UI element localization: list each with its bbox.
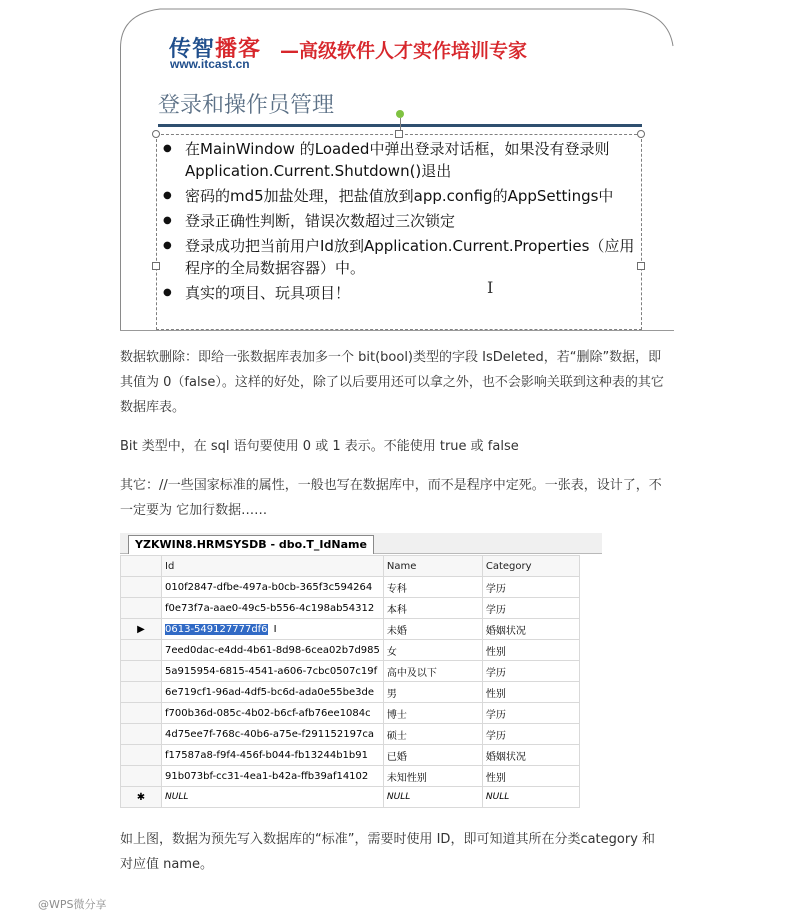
table-row[interactable]	[121, 703, 580, 724]
table-editor-screenshot	[120, 533, 602, 808]
cell-category-null[interactable]: NULL	[482, 787, 579, 808]
row-header[interactable]	[121, 703, 162, 724]
cell-category[interactable]: 性别	[482, 766, 579, 787]
bullet-item: ● 登录正确性判断，错误次数超过三次锁定	[157, 210, 635, 232]
cell-id[interactable]: f17587a8-f9f4-456f-b044-fb13244b1b91	[162, 745, 384, 766]
resize-handle-top-right[interactable]	[637, 130, 645, 138]
table-row-new[interactable]	[121, 787, 580, 808]
cell-name[interactable]: 未知性别	[383, 766, 482, 787]
resize-handle-top[interactable]	[395, 130, 403, 138]
data-grid	[120, 555, 580, 808]
table-row[interactable]	[121, 745, 580, 766]
bullet-item: ● 真实的项目、玩具项目！	[157, 282, 635, 304]
cell-id[interactable]: f700b36d-085c-4b02-b6cf-afb76ee1084c	[162, 703, 384, 724]
brand-logo: 传智播客	[169, 37, 262, 62]
cell-name[interactable]: 专科	[383, 577, 482, 598]
cell-id-null[interactable]: NULL	[162, 787, 384, 808]
new-row-icon[interactable]: ✱	[121, 787, 162, 808]
table-row[interactable]	[121, 724, 580, 745]
paragraph-soft-delete: 数据软删除：即给一张数据库表加多一个 bit(bool)类型的字段 IsDeleted，若“删除”数据，即其值为 0（false）。这样的好处，除了以后要用还可以拿之外，也不会影响关联到这种表的其它数据库表。	[120, 350, 664, 415]
cell-category[interactable]: 婚姻状况	[482, 745, 579, 766]
selected-textbox[interactable]	[156, 134, 642, 330]
paragraph-summary: 如上图，数据为预先写入数据库的“标准”，需要时使用 ID，即可知道其所在分类category 和对应值 name。	[120, 832, 656, 872]
selected-text: 0613-549127777df6	[165, 623, 268, 635]
tab-table-editor[interactable]: YZKWIN8.HRMSYSDB - dbo.T_IdName	[128, 535, 374, 554]
row-header[interactable]	[121, 598, 162, 619]
cell-id-editing[interactable]	[162, 619, 384, 640]
cell-category[interactable]: 学历	[482, 598, 579, 619]
table-row[interactable]	[121, 598, 580, 619]
paragraph-other: 其它：//一些国家标准的属性，一般也写在数据库中，而不是程序中定死。一张表，设计了，不一定要为 它加行数据……	[120, 478, 662, 518]
cell-category[interactable]: 学历	[482, 661, 579, 682]
slide-title: 登录和操作员管理	[158, 93, 335, 118]
bullet-item: ● 登录成功把当前用户Id放到Application.Current.Properties（应用程序的全局数据容器）中。	[157, 235, 635, 279]
bullet-item: ● 密码的md5加盐处理，把盐值放到app.config的AppSettings中	[157, 185, 635, 207]
bullet-list	[157, 138, 641, 304]
table-row[interactable]	[121, 682, 580, 703]
cell-category[interactable]: 性别	[482, 682, 579, 703]
row-header[interactable]	[121, 577, 162, 598]
cell-name[interactable]: 硕士	[383, 724, 482, 745]
rotate-handle[interactable]	[396, 110, 404, 118]
column-header-category[interactable]: Category	[482, 556, 579, 577]
cell-category[interactable]: 学历	[482, 577, 579, 598]
cell-name[interactable]: 博士	[383, 703, 482, 724]
table-row[interactable]	[121, 661, 580, 682]
row-header[interactable]	[121, 661, 162, 682]
cell-id[interactable]: 91b073bf-cc31-4ea1-b42a-ffb39af14102	[162, 766, 384, 787]
slogan: —高级软件人才实作培训专家	[280, 40, 528, 62]
table-row-current[interactable]	[121, 619, 580, 640]
cell-id[interactable]: 7eed0dac-e4dd-4b61-8d98-6cea02b7d985	[162, 640, 384, 661]
cell-category[interactable]: 婚姻状况	[482, 619, 579, 640]
cell-name[interactable]: 高中及以下	[383, 661, 482, 682]
slide-screenshot	[120, 0, 674, 331]
cell-category[interactable]: 学历	[482, 703, 579, 724]
row-header[interactable]	[121, 766, 162, 787]
cell-id[interactable]: 4d75ee7f-768c-40b6-a75e-f291152197ca	[162, 724, 384, 745]
cell-name[interactable]: 未婚	[383, 619, 482, 640]
cell-id[interactable]: 010f2847-dfbe-497a-b0cb-365f3c594264	[162, 577, 384, 598]
bullet-item: ● 在MainWindow 的Loaded中弹出登录对话框，如果没有登录则Application.Current.Shutdown()退出	[157, 138, 635, 182]
cell-id[interactable]: f0e73f7a-aae0-49c5-b556-4c198ab54312	[162, 598, 384, 619]
column-header-id[interactable]: Id	[162, 556, 384, 577]
tab-strip	[120, 533, 602, 554]
cell-name[interactable]: 男	[383, 682, 482, 703]
row-header[interactable]	[121, 682, 162, 703]
cell-name-null[interactable]: NULL	[383, 787, 482, 808]
brand-url: www.itcast.cn	[170, 57, 250, 71]
cell-name[interactable]: 本科	[383, 598, 482, 619]
cell-id[interactable]: 6e719cf1-96ad-4df5-bc6d-ada0e55be3de	[162, 682, 384, 703]
row-header-corner	[121, 556, 162, 577]
resize-handle-left[interactable]	[152, 262, 160, 270]
row-header[interactable]	[121, 640, 162, 661]
watermark: @WPS微分享	[38, 898, 107, 911]
cell-category[interactable]: 学历	[482, 724, 579, 745]
cell-name[interactable]: 已婚	[383, 745, 482, 766]
row-header[interactable]	[121, 724, 162, 745]
table-row[interactable]	[121, 640, 580, 661]
cell-category[interactable]: 性别	[482, 640, 579, 661]
current-row-indicator-icon[interactable]: ▶	[121, 619, 162, 640]
cell-id[interactable]: 5a915954-6815-4541-a606-7cbc0507c19f	[162, 661, 384, 682]
text-cursor-icon: I	[487, 278, 494, 297]
table-row[interactable]	[121, 577, 580, 598]
cell-name[interactable]: 女	[383, 640, 482, 661]
text-cursor-icon: I	[273, 623, 277, 635]
resize-handle-top-left[interactable]	[152, 130, 160, 138]
table-row[interactable]	[121, 766, 580, 787]
resize-handle-right[interactable]	[637, 262, 645, 270]
column-header-name[interactable]: Name	[383, 556, 482, 577]
paragraph-bit-type: Bit 类型中，在 sql 语句要使用 0 或 1 表示。不能使用 true 或 false	[120, 439, 519, 454]
row-header[interactable]	[121, 745, 162, 766]
